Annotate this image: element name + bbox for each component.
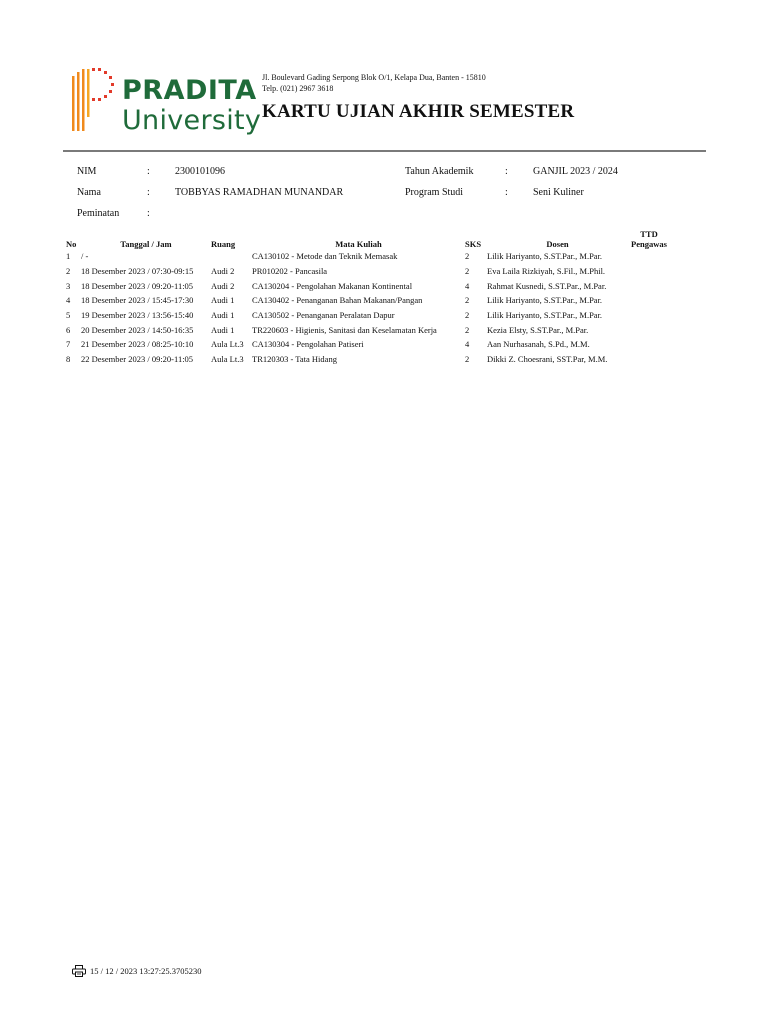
row-tanggal: 18 Desember 2023 / 09:20-11:05: [81, 280, 194, 291]
row-ttd-cell: [628, 249, 670, 264]
row-ruang: Audi 1: [211, 310, 235, 321]
row-dosen: Lilik Hariyanto, S.ST.Par., M.Par.: [487, 310, 603, 321]
table-row: [62, 278, 670, 293]
col-mata-kuliah: Mata Kuliah: [335, 239, 382, 249]
row-ttd-cell: [628, 337, 670, 352]
nama-label: Nama: [77, 187, 101, 198]
row-ruang: Audi 1: [211, 295, 235, 306]
row-no: 5: [66, 310, 71, 321]
tahun-label: Tahun Akademik: [405, 166, 474, 177]
row-ruang: Aula Lt.3: [211, 339, 244, 350]
row-ttd-cell: [628, 278, 670, 293]
peminatan-label: Peminatan: [77, 208, 120, 219]
header-divider: [63, 150, 706, 152]
prodi-value: Seni Kuliner: [533, 187, 584, 198]
row-ruang: Audi 1: [211, 324, 235, 335]
table-row: [62, 322, 670, 337]
table-row: [62, 249, 670, 264]
col-sks: SKS: [465, 239, 482, 249]
row-no: 4: [66, 295, 71, 306]
row-sks: 2: [465, 354, 470, 365]
print-timestamp: 15 / 12 / 2023 13:27:25.3705230: [90, 966, 202, 976]
address-line: Jl. Boulevard Gading Serpong Blok O/1, Kelapa Dua, Banten - 15810: [262, 73, 486, 82]
nama-value: TOBBYAS RAMADHAN MUNANDAR: [175, 187, 344, 198]
row-mata-kuliah: CA130204 - Pengolahan Makanan Kontinental: [252, 280, 413, 291]
row-ttd-cell: [628, 352, 670, 367]
page-title: KARTU UJIAN AKHIR SEMESTER: [262, 101, 575, 122]
row-sks: 2: [465, 310, 470, 321]
print-footer: [72, 965, 201, 977]
tahun-colon: :: [505, 166, 508, 177]
address-block: [262, 72, 486, 94]
row-sks: 4: [465, 339, 470, 350]
row-ruang: Aula Lt.3: [211, 354, 244, 365]
row-dosen: Kezia Elsty, S.ST.Par., M.Par.: [487, 324, 589, 335]
peminatan-colon: :: [147, 208, 150, 219]
row-mata-kuliah: CA130102 - Metode dan Teknik Memasak: [252, 251, 398, 262]
prodi-label: Program Studi: [405, 187, 464, 198]
table-header-row: [62, 227, 670, 249]
row-tanggal: 20 Desember 2023 / 14:50-16:35: [81, 324, 194, 335]
logo-text-pradita: PRADITA: [122, 75, 257, 106]
row-dosen: Aan Nurhasanah, S.Pd., M.M.: [487, 339, 590, 350]
row-no: 2: [66, 266, 71, 277]
row-sks: 2: [465, 324, 470, 335]
table-row: [62, 308, 670, 323]
prodi-colon: :: [505, 187, 508, 198]
row-dosen: Rahmat Kusnedi, S.ST.Par., M.Par.: [487, 280, 607, 291]
row-sks: 2: [465, 251, 470, 262]
row-tanggal: 22 Desember 2023 / 09:20-11:05: [81, 354, 194, 365]
col-tanggal: Tanggal / Jam: [120, 239, 172, 249]
row-no: 6: [66, 324, 71, 335]
row-tanggal: 18 Desember 2023 / 15:45-17:30: [81, 295, 194, 306]
table-row: [62, 337, 670, 352]
row-sks: 4: [465, 280, 470, 291]
row-no: 1: [66, 251, 71, 262]
row-mata-kuliah: CA130502 - Penanganan Peralatan Dapur: [252, 310, 395, 321]
row-sks: 2: [465, 295, 470, 306]
row-tanggal: 18 Desember 2023 / 07:30-09:15: [81, 266, 194, 277]
col-ttd-line2: Pengawas: [631, 239, 667, 249]
nim-colon: :: [147, 166, 150, 177]
table-row: [62, 264, 670, 279]
table-row: [62, 293, 670, 308]
row-mata-kuliah: PR010202 - Pancasila: [252, 266, 328, 277]
row-tanggal: / -: [81, 251, 89, 262]
nim-value: 2300101096: [175, 166, 225, 177]
nim-label: NIM: [77, 166, 97, 177]
row-sks: 2: [465, 266, 470, 277]
row-ttd-cell: [628, 293, 670, 308]
row-tanggal: 19 Desember 2023 / 13:56-15:40: [81, 310, 194, 321]
row-no: 8: [66, 354, 71, 365]
row-mata-kuliah: TR220603 - Higienis, Sanitasi dan Keselamatan Kerja: [252, 324, 437, 335]
row-mata-kuliah: CA130402 - Penanganan Bahan Makanan/Pangan: [252, 295, 423, 306]
col-ttd-line1: TTD: [640, 229, 658, 239]
exam-schedule-table: [62, 227, 670, 367]
row-ttd-cell: [628, 264, 670, 279]
row-ruang: Audi 2: [211, 280, 235, 291]
logo-text-university: University: [122, 105, 262, 136]
nama-colon: :: [147, 187, 150, 198]
row-dosen: Lilik Hariyanto, S.ST.Par., M.Par.: [487, 251, 603, 262]
col-no: No: [66, 239, 77, 249]
row-no: 7: [66, 339, 71, 350]
col-dosen: Dosen: [546, 239, 569, 249]
row-dosen: Eva Laila Rizkiyah, S.Fil., M.Phil.: [487, 266, 606, 277]
row-dosen: Dikki Z. Choesrani, SST.Par, M.M.: [487, 354, 608, 365]
row-ruang: Audi 2: [211, 266, 235, 277]
row-ttd-cell: [628, 308, 670, 323]
row-mata-kuliah: TR120303 - Tata Hidang: [252, 354, 337, 365]
col-ruang: Ruang: [211, 239, 236, 249]
logo-mark-icon: [68, 66, 128, 136]
tahun-value: GANJIL 2023 / 2024: [533, 166, 618, 177]
col-ttd: [628, 227, 670, 249]
row-ruang: [211, 249, 252, 264]
table-row: [62, 352, 670, 367]
row-dosen: Lilik Hariyanto, S.ST.Par., M.Par.: [487, 295, 603, 306]
phone-line: Telp. (021) 2967 3618: [262, 84, 334, 93]
row-no: 3: [66, 280, 71, 291]
printer-icon: [72, 965, 86, 977]
row-mata-kuliah: CA130304 - Pengolahan Patiseri: [252, 339, 364, 350]
row-ttd-cell: [628, 322, 670, 337]
table-body: [62, 249, 670, 367]
row-tanggal: 21 Desember 2023 / 08:25-10:10: [81, 339, 194, 350]
